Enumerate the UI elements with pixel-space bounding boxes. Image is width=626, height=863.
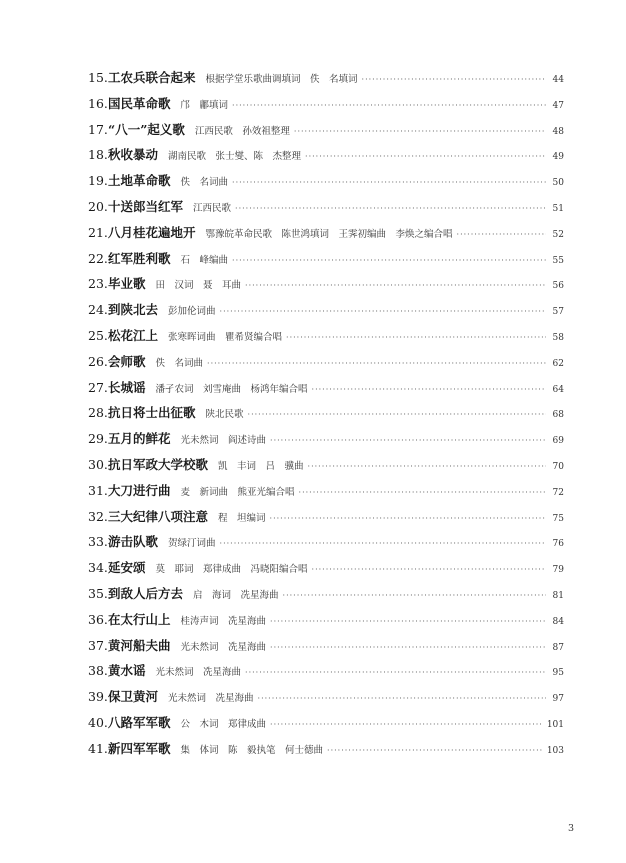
entry-credit: 田 汉词 聂 耳曲	[155, 280, 242, 292]
entry-credit: 集 体词 陈 毅执笔 何士德曲	[180, 744, 324, 756]
toc-entry[interactable]	[88, 687, 564, 713]
entry-number: 41.	[88, 740, 108, 756]
entry-number: 25.	[88, 327, 108, 343]
dot-leader	[220, 307, 546, 316]
toc-entry[interactable]	[88, 300, 564, 326]
entry-title: 八月桂花遍地开	[108, 224, 196, 240]
entry-page-number: 48	[552, 126, 564, 137]
entry-title: 黄水谣	[108, 663, 146, 679]
entry-page-number: 70	[552, 461, 564, 472]
dot-leader	[248, 410, 546, 419]
entry-number: 15.	[88, 70, 108, 85]
entry-title: 游击队歌	[108, 534, 159, 550]
entry-title: 会师歌	[108, 353, 146, 369]
dot-leader	[457, 230, 546, 239]
entry-title: 土地革命歌	[108, 173, 171, 189]
toc-entry[interactable]	[88, 223, 564, 249]
toc-entry[interactable]	[88, 120, 564, 146]
entry-number: 36.	[88, 611, 108, 627]
entry-title: 秋收暴动	[108, 147, 159, 163]
entry-number: 33.	[88, 534, 108, 550]
entry-title: 到敌人后方去	[108, 585, 184, 601]
entry-credit: 湖南民歌 张士燮、陈 杰整理	[168, 151, 302, 163]
entry-credit: 贺绿汀词曲	[168, 538, 216, 550]
entry-number: 34.	[88, 560, 108, 576]
entry-title: “八一”起义歌	[108, 121, 185, 137]
toc-entry[interactable]	[88, 326, 564, 352]
entry-title: 大刀进行曲	[108, 482, 171, 498]
entry-title: 红军胜利歌	[108, 250, 171, 266]
entry-number: 17.	[88, 121, 108, 137]
dot-leader	[232, 178, 546, 187]
entry-page-number: 76	[552, 539, 564, 550]
entry-credit: 佚 名词曲	[180, 177, 229, 189]
toc-entry[interactable]	[88, 274, 564, 300]
dot-leader	[270, 617, 546, 626]
dot-leader	[294, 127, 546, 136]
dot-leader	[207, 359, 546, 368]
entry-number: 21.	[88, 224, 108, 240]
toc-entry[interactable]	[88, 507, 564, 533]
entry-title: 五月的鲜花	[108, 431, 171, 447]
toc-entry[interactable]	[88, 68, 564, 94]
dot-leader	[220, 539, 546, 548]
dot-leader	[270, 643, 546, 652]
toc-entry[interactable]	[88, 197, 564, 223]
entry-page-number: 69	[552, 436, 564, 447]
entry-page-number: 51	[552, 203, 564, 214]
entry-title: 黄河船夫曲	[108, 637, 171, 653]
dot-leader	[312, 565, 546, 574]
entry-page-number: 49	[552, 152, 564, 163]
dot-leader	[312, 385, 546, 394]
entry-number: 23.	[88, 276, 108, 292]
entry-credit: 光未然词 冼星海曲	[155, 667, 242, 679]
dot-leader	[305, 152, 546, 161]
entry-number: 37.	[88, 637, 108, 653]
entry-page-number: 81	[552, 590, 564, 601]
entry-credit: 桂涛声词 冼星海曲	[180, 615, 267, 627]
toc-entry[interactable]	[88, 636, 564, 662]
entry-credit: 光未然词 阎述诗曲	[180, 435, 267, 447]
entry-title: 毕业歌	[108, 276, 146, 292]
entry-number: 31.	[88, 482, 108, 498]
dot-leader	[362, 75, 546, 84]
entry-title: 新四军军歌	[108, 740, 171, 756]
entry-credit: 佚 名词曲	[155, 357, 204, 369]
dot-leader	[232, 256, 546, 265]
dot-leader	[258, 694, 546, 703]
entry-page-number: 44	[552, 75, 564, 85]
entry-page-number: 52	[552, 229, 564, 240]
entry-number: 39.	[88, 689, 108, 705]
entry-number: 27.	[88, 379, 108, 395]
dot-leader	[283, 591, 546, 600]
entry-page-number: 95	[552, 668, 564, 679]
entry-title: 十送郎当红军	[108, 198, 184, 214]
entry-page-number: 84	[552, 616, 564, 627]
toc-entry[interactable]	[88, 352, 564, 378]
entry-page-number: 50	[552, 178, 564, 189]
entry-page-number: 79	[552, 565, 564, 576]
entry-credit: 江西民歌	[193, 202, 232, 214]
entry-page-number: 47	[552, 100, 564, 111]
entry-credit: 石 峰编曲	[180, 254, 229, 266]
entry-title: 延安颂	[108, 560, 146, 576]
toc-entry[interactable]	[88, 403, 564, 429]
dot-leader	[327, 746, 543, 755]
entry-title: 松花江上	[108, 327, 159, 343]
entry-credit: 江西民歌 孙效祖整理	[194, 125, 290, 137]
entry-credit: 麦 新词曲 熊亚光编合唱	[180, 486, 295, 498]
entry-number: 22.	[88, 250, 108, 266]
entry-number: 35.	[88, 585, 108, 601]
dot-leader	[286, 333, 546, 342]
entry-number: 38.	[88, 663, 108, 679]
entry-number: 26.	[88, 353, 108, 369]
dot-leader	[270, 514, 546, 523]
dot-leader	[245, 668, 546, 677]
entry-page-number: 55	[552, 255, 564, 266]
entry-number: 19.	[88, 173, 108, 189]
toc-entry[interactable]	[88, 481, 564, 507]
entry-title: 到陕北去	[108, 302, 159, 318]
entry-number: 40.	[88, 714, 108, 730]
toc-entry[interactable]	[88, 429, 564, 455]
toc-entry[interactable]	[88, 455, 564, 481]
entry-number: 28.	[88, 405, 108, 421]
entry-page-number: 101	[546, 719, 564, 730]
entry-credit: 张寒晖词曲 瞿希贤编合唱	[168, 331, 283, 343]
entry-number: 20.	[88, 198, 108, 214]
entry-page-number: 68	[552, 410, 564, 421]
entry-page-number: 62	[552, 358, 564, 369]
entry-page-number: 87	[552, 642, 564, 653]
toc-entry[interactable]	[88, 610, 564, 636]
entry-credit: 光未然词 冼星海曲	[180, 641, 267, 653]
entry-credit: 凯 丰词 吕 骥曲	[218, 460, 304, 472]
entry-title: 抗日军政大学校歌	[108, 456, 209, 472]
entry-title: 长城谣	[108, 379, 146, 395]
toc-entry[interactable]	[88, 661, 564, 687]
entry-credit: 邝 鄘填词	[180, 99, 229, 111]
toc-entry[interactable]	[88, 584, 564, 610]
toc-entry[interactable]	[88, 713, 564, 739]
entry-title: 保卫黄河	[108, 689, 159, 705]
entry-credit: 潘孑农词 刘雪庵曲 杨鸿年编合唱	[155, 383, 308, 395]
entry-credit: 光未然词 冼星海曲	[168, 693, 254, 705]
entry-page-number: 64	[552, 384, 564, 395]
entry-page-number: 57	[552, 307, 564, 318]
entry-credit: 陕北民歌	[205, 409, 244, 421]
toc-entry[interactable]	[88, 378, 564, 404]
toc-entry[interactable]	[88, 532, 564, 558]
entry-credit: 程 坦编词	[218, 512, 266, 524]
entry-credit: 公 木词 郑律成曲	[180, 718, 267, 730]
entry-title: 三大纪律八项注意	[108, 508, 209, 524]
entry-page-number: 103	[546, 745, 564, 756]
entry-number: 32.	[88, 508, 108, 524]
entry-number: 16.	[88, 95, 108, 111]
entry-number: 24.	[88, 302, 108, 318]
dot-leader	[245, 281, 546, 290]
dot-leader	[308, 462, 546, 471]
dot-leader	[270, 720, 543, 729]
toc-entry[interactable]	[88, 739, 564, 765]
toc-entry[interactable]	[88, 171, 564, 197]
entry-page-number: 72	[552, 487, 564, 498]
dot-leader	[299, 488, 546, 497]
page-number: 3	[568, 823, 575, 834]
entry-credit: 根据学堂乐歌曲调填词 佚 名填词	[205, 74, 358, 85]
entry-title: 八路军军歌	[108, 714, 171, 730]
dot-leader	[270, 436, 546, 445]
entry-number: 18.	[88, 147, 108, 163]
dot-leader	[235, 204, 546, 213]
toc-entry[interactable]	[88, 94, 564, 120]
entry-credit: 彭加伦词曲	[168, 306, 216, 318]
entry-number: 29.	[88, 431, 108, 447]
entry-credit: 莫 耶词 郑律成曲 冯晓阳编合唱	[155, 564, 308, 576]
entry-page-number: 97	[552, 694, 564, 705]
entry-page-number: 58	[552, 332, 564, 343]
toc-entry[interactable]	[88, 249, 564, 275]
entry-credit: 启 海词 冼星海曲	[193, 589, 279, 601]
entry-credit: 鄂豫皖革命民歌 陈世鸿填词 王霁初编曲 李焕之编合唱	[205, 228, 453, 240]
entry-number: 30.	[88, 456, 108, 472]
entry-page-number: 75	[552, 513, 564, 524]
table-of-contents	[88, 68, 564, 765]
entry-title: 抗日将士出征歌	[108, 405, 196, 421]
entry-title: 国民革命歌	[108, 95, 171, 111]
entry-title: 工农兵联合起来	[108, 70, 196, 85]
toc-entry[interactable]	[88, 145, 564, 171]
dot-leader	[232, 101, 546, 110]
toc-entry[interactable]	[88, 558, 564, 584]
entry-page-number: 56	[552, 281, 564, 292]
entry-title: 在太行山上	[108, 611, 171, 627]
